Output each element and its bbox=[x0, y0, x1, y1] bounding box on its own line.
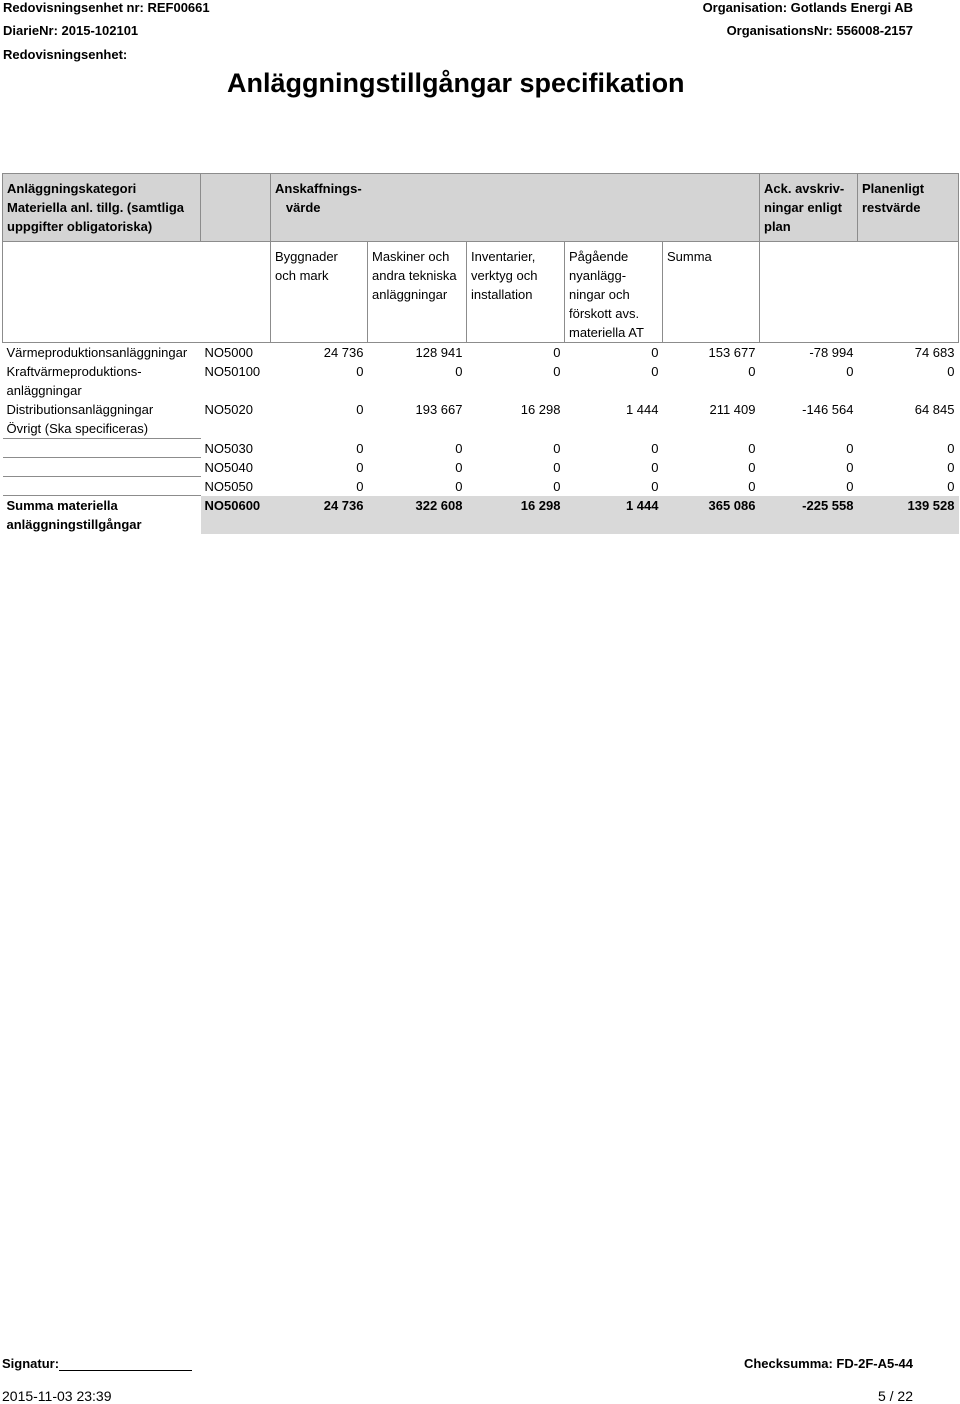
cell-planenligt: 64 845 bbox=[914, 402, 955, 417]
signature-label: Signatur: bbox=[2, 1356, 60, 1371]
cell-pagaende: 0 bbox=[651, 345, 659, 360]
total-row bbox=[3, 496, 959, 535]
footer-datetime: 2015-11-03 23:39 bbox=[2, 1388, 112, 1404]
cell-summa: 0 bbox=[748, 364, 756, 379]
cell-inventarier: 0 bbox=[553, 459, 561, 475]
head-ack-avskrivningar: Ack. avskriv- ningar enligt plan bbox=[760, 174, 858, 242]
head-blank-1 bbox=[368, 174, 467, 242]
cell-inventarier bbox=[467, 419, 565, 439]
total-maskiner: 322 608 bbox=[368, 496, 467, 535]
cell-pagaende: 0 bbox=[651, 440, 659, 456]
table-row bbox=[3, 343, 959, 363]
row-code: NO5020 bbox=[204, 402, 253, 417]
cell-ack: -146 564 bbox=[802, 402, 854, 417]
head-planenligt-restvarde: Planenligt restvärde bbox=[858, 174, 959, 242]
total-byggnader: 24 736 bbox=[271, 496, 368, 535]
total-code: NO50600 bbox=[201, 496, 271, 535]
cell-byggnader: 0 bbox=[356, 364, 364, 379]
diarienr: DiarieNr: 2015-102101 bbox=[3, 23, 139, 38]
signature-line bbox=[59, 1356, 192, 1371]
cell-ack: 0 bbox=[846, 459, 854, 475]
head2-blank-plan bbox=[858, 242, 959, 343]
table-row bbox=[3, 477, 959, 496]
row-label bbox=[3, 477, 201, 496]
cell-ack: 0 bbox=[846, 364, 854, 379]
cell-maskiner: 0 bbox=[455, 459, 463, 475]
total-summa: 365 086 bbox=[663, 496, 760, 535]
cell-byggnader: 0 bbox=[356, 440, 364, 456]
signature-block bbox=[2, 1356, 192, 1371]
head-maskiner: Maskiner och andra tekniska anläggningar bbox=[368, 242, 467, 343]
row-label bbox=[3, 439, 201, 458]
head-anskaffning: Anskaffnings- värde bbox=[271, 174, 368, 242]
cell-maskiner: 0 bbox=[455, 478, 463, 494]
row-label: Övrigt (Ska specificeras) bbox=[3, 419, 201, 439]
cell-pagaende: 1 444 bbox=[625, 402, 659, 417]
cell-pagaende: 0 bbox=[651, 459, 659, 475]
redovisningsenhet: Redovisningsenhet: bbox=[3, 47, 128, 62]
head-kategori: Anläggningskategori Materiella anl. tillg. (samtliga uppgifter obligatoriska) bbox=[3, 174, 201, 242]
cell-maskiner: 0 bbox=[455, 364, 463, 379]
header-row-2 bbox=[3, 242, 959, 343]
cell-summa: 211 409 bbox=[709, 402, 756, 417]
row-label: Kraftvärmeproduktions- anläggningar bbox=[6, 364, 142, 398]
checksum: Checksumma: FD-2F-A5-44 bbox=[743, 1356, 913, 1371]
cell-planenligt: 74 683 bbox=[914, 345, 955, 360]
cell-summa bbox=[663, 419, 760, 439]
cell-planenligt bbox=[858, 419, 959, 439]
cell-planenligt: 0 bbox=[947, 440, 955, 456]
table-row bbox=[3, 419, 959, 439]
table-row bbox=[3, 362, 959, 400]
cell-ack: -78 994 bbox=[809, 345, 854, 360]
cell-summa: 0 bbox=[748, 440, 756, 456]
row-label: Distributionsanläggningar bbox=[6, 402, 154, 417]
cell-planenligt: 0 bbox=[947, 478, 955, 494]
table-row bbox=[3, 439, 959, 458]
cell-inventarier: 0 bbox=[553, 364, 561, 379]
row-code: NO5040 bbox=[204, 459, 253, 475]
total-pagaende: 1 444 bbox=[565, 496, 663, 535]
total-label: Summa materiella anläggningstillgångar bbox=[3, 496, 201, 535]
cell-inventarier: 0 bbox=[553, 345, 561, 360]
row-code: NO5030 bbox=[204, 440, 253, 456]
redovisningsenhet-nr: Redovisningsenhet nr: REF00661 bbox=[3, 0, 210, 15]
head-blank-4 bbox=[663, 174, 760, 242]
cell-pagaende: 0 bbox=[651, 478, 659, 494]
row-code: NO50100 bbox=[204, 364, 261, 379]
head-pagaende: Pågående nyanlägg- ningar och förskott avs. materiella AT bbox=[565, 242, 663, 343]
footer-page: 5 / 22 bbox=[877, 1388, 913, 1404]
cell-ack: 0 bbox=[846, 478, 854, 494]
cell-inventarier: 0 bbox=[553, 478, 561, 494]
cell-summa: 0 bbox=[748, 459, 756, 475]
cell-planenligt: 0 bbox=[947, 364, 955, 379]
cell-byggnader: 0 bbox=[356, 459, 364, 475]
head-spacer bbox=[201, 174, 271, 242]
cell-byggnader: 0 bbox=[356, 478, 364, 494]
cell-summa: 0 bbox=[748, 478, 756, 494]
head-inventarier: Inventarier, verktyg och installation bbox=[467, 242, 565, 343]
cell-maskiner: 193 667 bbox=[415, 402, 463, 417]
cell-inventarier: 16 298 bbox=[520, 402, 561, 417]
organisation: Organisation: Gotlands Energi AB bbox=[702, 0, 913, 15]
cell-maskiner: 128 941 bbox=[415, 345, 463, 360]
total-inventarier: 16 298 bbox=[467, 496, 565, 535]
head-blank-3 bbox=[565, 174, 663, 242]
head2-blank-label bbox=[3, 242, 201, 343]
cell-ack: 0 bbox=[846, 440, 854, 456]
spec-table bbox=[2, 173, 959, 534]
row-label: Värmeproduktionsanläggningar bbox=[6, 345, 188, 360]
organisationsnr: OrganisationsNr: 556008-2157 bbox=[726, 23, 913, 38]
cell-byggnader bbox=[271, 419, 368, 439]
head2-blank-ack bbox=[760, 242, 858, 343]
cell-ack bbox=[760, 419, 858, 439]
head-blank-2 bbox=[467, 174, 565, 242]
cell-byggnader: 24 736 bbox=[323, 345, 364, 360]
cell-planenligt: 0 bbox=[947, 459, 955, 475]
page-title: Anläggningstillgångar specifikation bbox=[227, 68, 685, 98]
total-ack: -225 558 bbox=[760, 496, 858, 535]
row-code: NO5000 bbox=[204, 345, 253, 360]
table-row bbox=[3, 458, 959, 477]
head2-blank-code bbox=[201, 242, 271, 343]
row-code: NO5050 bbox=[204, 478, 253, 494]
cell-pagaende bbox=[565, 419, 663, 439]
cell-byggnader: 0 bbox=[356, 402, 364, 417]
row-label bbox=[3, 458, 201, 477]
cell-pagaende: 0 bbox=[651, 364, 659, 379]
head-byggnader: Byggnader och mark bbox=[271, 242, 368, 343]
total-planenligt: 139 528 bbox=[858, 496, 959, 535]
table-row bbox=[3, 400, 959, 419]
header-row-1 bbox=[3, 174, 959, 242]
cell-maskiner bbox=[368, 419, 467, 439]
row-code bbox=[201, 419, 271, 439]
head-summa: Summa bbox=[663, 242, 760, 343]
cell-maskiner: 0 bbox=[455, 440, 463, 456]
cell-inventarier: 0 bbox=[553, 440, 561, 456]
cell-summa: 153 677 bbox=[708, 345, 756, 360]
